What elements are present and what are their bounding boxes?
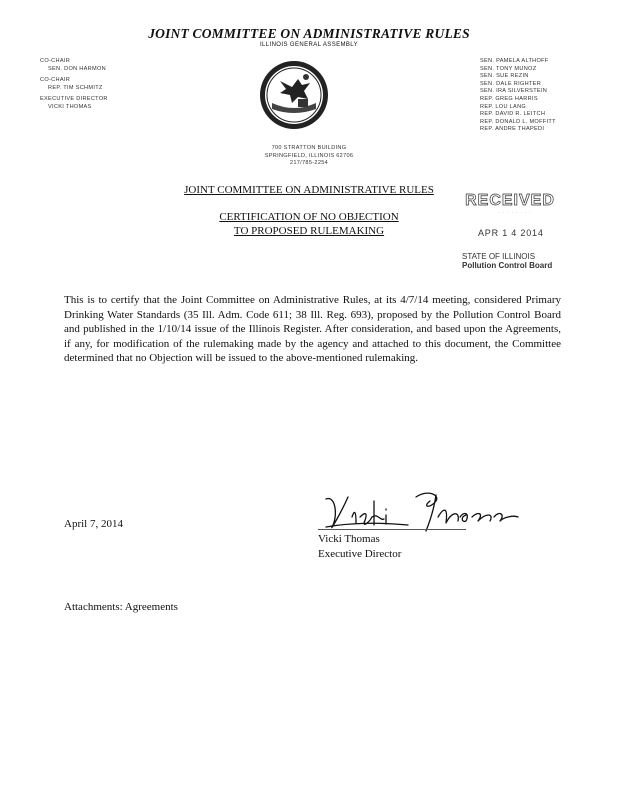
officer-name: VICKI THOMAS [48, 103, 92, 110]
stamp-board-line: Pollution Control Board [462, 261, 553, 270]
stamp-state-line: STATE OF ILLINOIS [462, 252, 536, 261]
attachments-note: Attachments: Agreements [64, 601, 178, 613]
member-name: REP. LOU LANG [480, 103, 527, 110]
certification-date: April 7, 2014 [64, 518, 123, 530]
member-name: REP. ANDRE THAPEDI [480, 126, 545, 133]
officer-name: REP. TIM SCHMITZ [48, 84, 103, 91]
member-name: SEN. DALE RIGHTER [480, 80, 542, 87]
letterhead-title: JOINT COMMITTEE ON ADMINISTRATIVE RULES [148, 26, 470, 41]
right-members-column [480, 58, 610, 134]
officer-role: CO-CHAIR [40, 58, 71, 64]
certification-heading-line2: TO PROPOSED RULEMAKING [233, 225, 385, 237]
member-name: REP. GREG HARRIS [480, 95, 538, 102]
member-name: SEN. PAMELA ALTHOFF [480, 58, 549, 64]
address-line: SPRINGFIELD, ILLINOIS 62706 [264, 152, 354, 159]
stamp-dots: · · · · · · · · [498, 210, 532, 215]
signature-rule [318, 529, 466, 530]
certification-body: This is to certify that the Joint Committee on Administrative Rules, at its 4/7/14 meeting, considered Primary Drinking Water Standards (35 Ill. Adm. Code 611; 38 Ill. Reg. 693), proposed by the Pollution Control Board and published in the 1/10/14 issue of the Illinois Register. After consideration, and based upon the Agreements, if any, for modification of the rulemaking made by the agency and attached to this document, the Committee determined that no Objection will be issued to the above-mentioned rulemaking. [64, 294, 561, 365]
certification-heading-line1: CERTIFICATION OF NO OBJECTION [219, 211, 399, 223]
address-line: 700 STRATTON BUILDING [271, 145, 347, 151]
officer-role: EXECUTIVE DIRECTOR [40, 96, 108, 103]
received-stamp: RECEIVED [465, 192, 555, 209]
left-officers-column [40, 58, 170, 116]
letterhead-subtitle: ILLINOIS GENERAL ASSEMBLY [259, 42, 359, 48]
member-name: SEN. TONY MUNOZ [480, 65, 537, 72]
stamp-agency [462, 252, 572, 270]
signatory-block [318, 532, 401, 561]
officer-role: CO-CHAIR [40, 77, 71, 84]
member-name: SEN. SUE REZIN [480, 73, 529, 80]
signatory-title: Executive Director [318, 547, 402, 560]
member-name: SEN. IRA SILVERSTEIN [480, 88, 548, 95]
signatory-name: Vicki Thomas [318, 533, 380, 545]
committee-address [0, 145, 618, 168]
stamp-date: APR 1 4 2014 [478, 228, 544, 238]
member-name: REP. DAVID R. LEITCH [480, 111, 546, 118]
officer-name: SEN. DON HARMON [48, 65, 106, 72]
state-seal-icon [258, 59, 330, 131]
address-line: 217/785-2254 [289, 160, 329, 167]
committee-heading: JOINT COMMITTEE ON ADMINISTRATIVE RULES [184, 184, 434, 196]
member-name: REP. DONALD L. MOFFITT [480, 118, 556, 125]
